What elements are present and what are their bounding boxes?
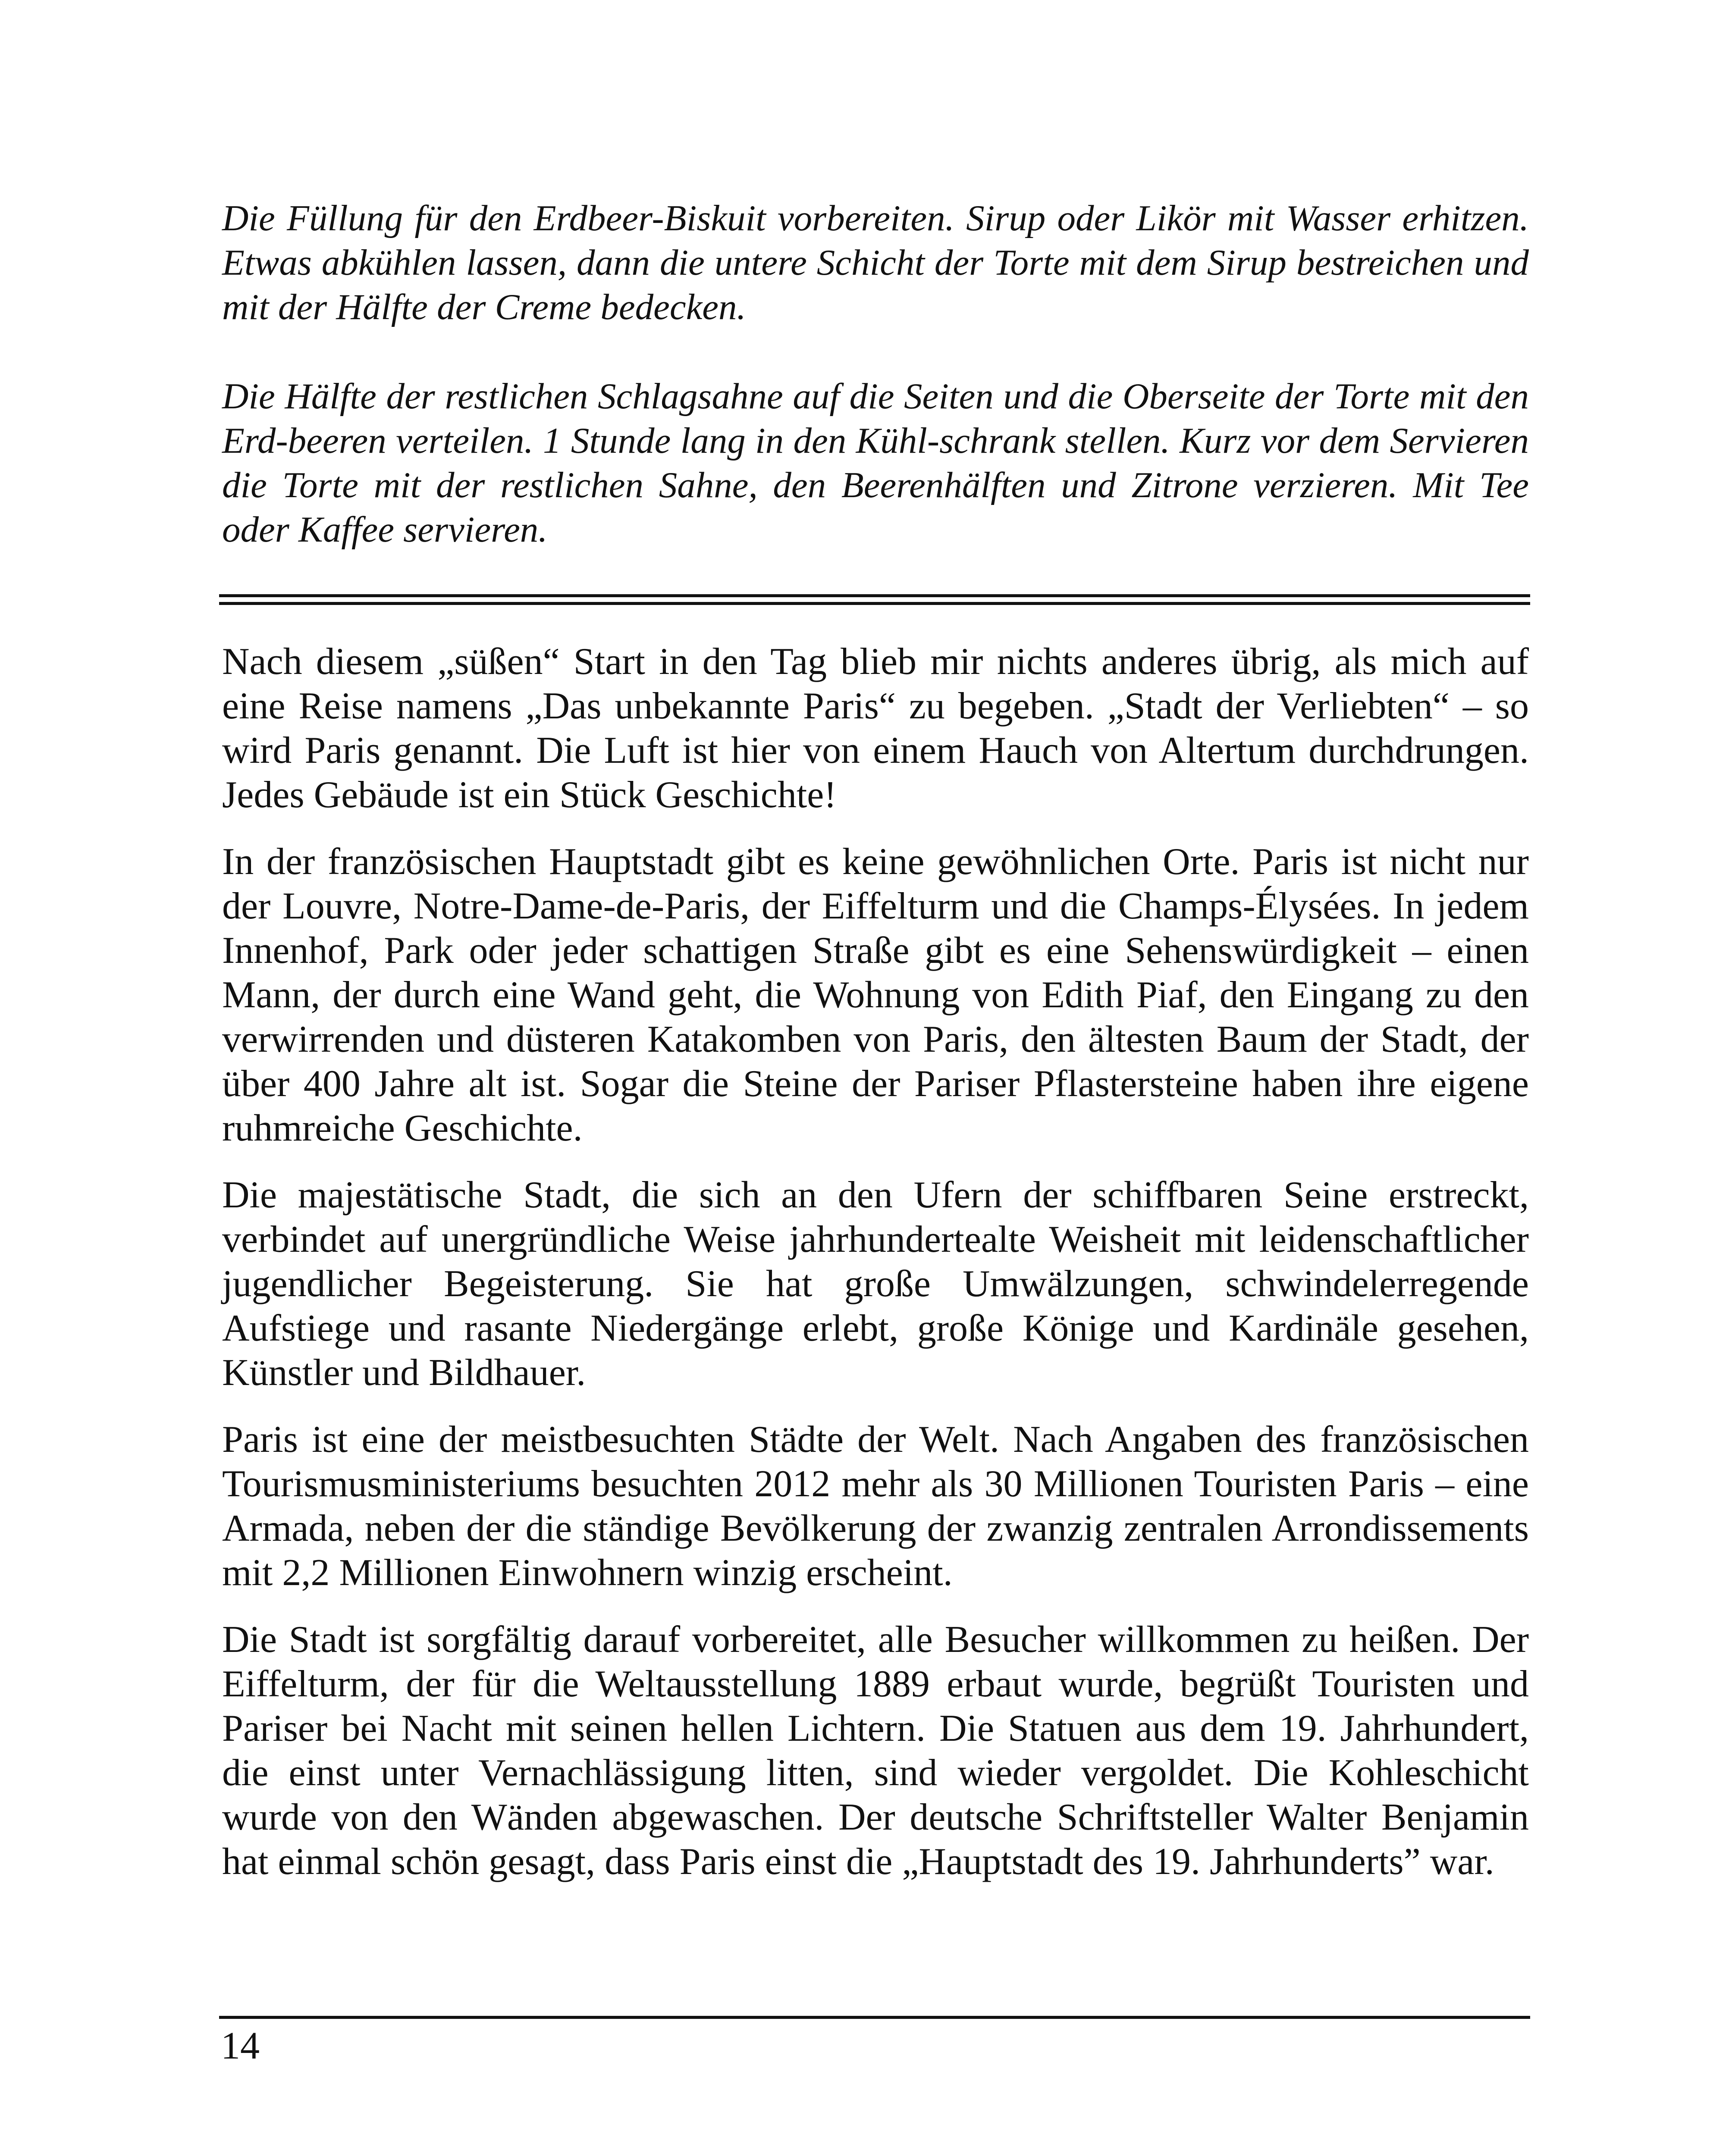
footer-divider [219,2016,1530,2019]
body-paragraph-4: Paris ist eine der meistbesuchten Städte der Welt. Nach Angaben des französischen Tourismusministeriums besuchten 2012 mehr als 30 Millionen Touristen Paris – eine Armada, neben der die ständige Bevölkerung der zwanzig zentralen Arrondissements mit 2,2 Millionen Einwohnern winzig erscheint. [222,1419,1529,1594]
recipe-paragraph-2: Die Hälfte der restlichen Schlagsahne auf die Seiten und die Oberseite der Torte mit den Erd-beeren verteilen. 1 Stunde lang in den Kühl-schrank stellen. Kurz vor dem Servieren die Torte mit der restlichen Sahne, den Beerenhälften und Zitrone verzieren. Mit Tee oder Kaffee servieren. [222,376,1529,550]
body-paragraph-2: In der französischen Hauptstadt gibt es keine gewöhnlichen Orte. Paris ist nicht nur der Louvre, Notre-Dame-de-Paris, der Eiffelturm und die Champs-Élysées. In jedem Innenhof, Park oder jeder schattigen Straße gibt es eine Sehenswürdigkeit – einen Mann, der durch eine Wand geht, die Wohnung von Edith Piaf, den Eingang zu den verwirrenden und düsteren Katakomben von Paris, den ältesten Baum der Stadt, der über 400 Jahre alt ist. Sogar die Steine der Pariser Pflastersteine haben ihre eigene ruhmreiche Geschichte. [222,841,1529,1149]
body-paragraph-3: Die majestätische Stadt, die sich an den Ufern der schiffbaren Seine erstreckt, verbindet auf unergründliche Weise jahrhundertealte Weisheit mit leidenschaftlicher jugendlicher Begeisterung. Sie hat große Umwälzungen, schwindelerregende Aufstiege und rasante Niedergänge erlebt, große Könige und Kardinäle gesehen, Künstler und Bildhauer. [222,1174,1529,1394]
page-number: 14 [221,2024,260,2067]
section-divider [219,594,1530,605]
recipe-paragraph-1: Die Füllung für den Erdbeer-Biskuit vorbereiten. Sirup oder Likör mit Wasser erhitzen. Etwas abkühlen lassen, dann die untere Schicht der Torte mit dem Sirup bestreichen und mit der Hälfte der Creme bedecken. [222,198,1529,327]
body-paragraph-1: Nach diesem „süßen“ Start in den Tag blieb mir nichts anderes übrig, als mich auf eine Reise namens „Das unbekannte Paris“ zu begeben. „Stadt der Verliebten“ – so wird Paris genannt. Die Luft ist hier von einem Hauch von Altertum durchdrungen. Jedes Gebäude ist ein Stück Geschichte! [222,641,1529,816]
body-paragraph-5: Die Stadt ist sorgfältig darauf vorbereitet, alle Besucher willkommen zu heißen. Der Eiffelturm, der für die Weltausstellung 1889 erbaut wurde, begrüßt Touristen und Pariser bei Nacht mit seinen hellen Lichtern. Die Statuen aus dem 19. Jahrhundert, die einst unter Vernachlässigung litten, sind wieder vergoldet. Die Kohleschicht wurde von den Wänden abgewaschen. Der deutsche Schriftsteller Walter Benjamin hat einmal schön gesagt, dass Paris einst die „Hauptstadt des 19. Jahrhunderts” war. [222,1619,1529,1883]
main-text [222,639,1529,1906]
recipe-instructions [222,196,1529,597]
